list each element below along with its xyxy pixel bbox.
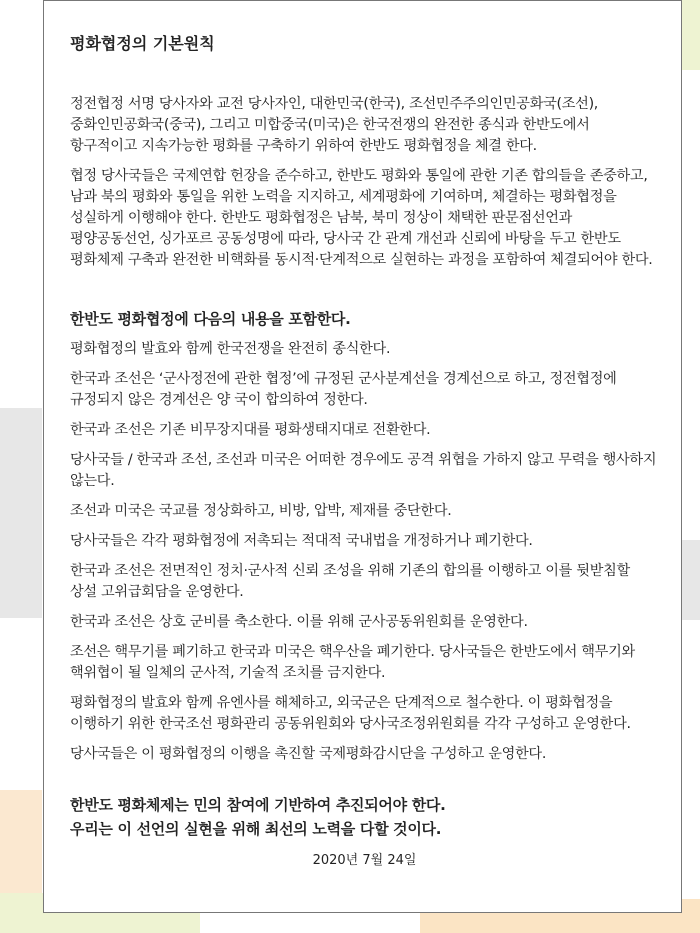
closing-line: 우리는 이 선언의 실현을 위해 최선의 노력을 다할 것이다. (70, 820, 442, 838)
clause-item: 조선과 미국은 국교를 정상화하고, 비방, 압박, 제재를 중단한다. (70, 503, 452, 519)
clause-item: 조선은 핵무기를 폐기하고 한국과 미국은 핵우산을 폐기한다. 당사국들은 한반도에서 핵무기와 핵위협이 될 일체의 군사적, 기술적 조치를 금지한다. (70, 644, 635, 681)
closing-line: 한반도 평화체제는 민의 참여에 기반하여 추진되어야 한다. (70, 796, 446, 814)
clause-item: 한국과 조선은 전면적인 정치·군사적 신뢰 조성을 위해 기존의 합의를 이행하고 이를 뒷받침할 상설 고위급회담을 운영한다. (70, 563, 630, 600)
clause-item: 한국과 조선은 ‘군사정전에 관한 협정’에 규정된 군사분계선을 경계선으로 하고, 정전협정에 규정되지 않은 경계선은 양 국이 합의하여 정한다. (70, 371, 617, 408)
closing-statements (70, 793, 659, 841)
document-date: 2020년 7월 24일 (312, 853, 417, 868)
preamble-paragraph-1: 정전협정 서명 당사자와 교전 당사자인, 대한민국(한국), 조선민주주의인민공화국(조선), 중화인민공화국(중국), 그리고 미합중국(미국)은 한국전쟁의 완전한 종식과 한반도에서 항구적이고 지속가능한 평화를 구축하기 위하여 한반도 평화협정을 체결 한다. (70, 96, 599, 154)
clause-item: 한국과 조선은 상호 군비를 축소한다. 이를 위해 군사공동위원회를 운영한다. (70, 614, 528, 630)
decorative-block (0, 408, 42, 618)
clause-item: 평화협정의 발효와 함께 한국전쟁을 완전히 종식한다. (70, 341, 391, 357)
section-heading: 한반도 평화협정에 다음의 내용을 포함한다. (70, 310, 351, 328)
clause-item: 당사국들은 이 평화협정의 이행을 촉진할 국제평화감시단을 구성하고 운영한다. (70, 746, 547, 762)
clause-item: 한국과 조선은 기존 비무장지대를 평화생태지대로 전환한다. (70, 422, 431, 438)
document-page (43, 0, 682, 913)
decorative-block (680, 540, 700, 620)
clause-item: 당사국들은 각각 평화협정에 저촉되는 적대적 국내법을 개정하거나 폐기한다. (70, 533, 533, 549)
clause-item: 평화협정의 발효와 함께 유엔사를 해체하고, 외국군은 단계적으로 철수한다. 이 평화협정을 이행하기 위한 한국조선 평화관리 공동위원회와 당사국조정위원회를 각각 구성하고 운영한다. (70, 695, 631, 732)
clause-item: 당사국들 / 한국과 조선, 조선과 미국은 어떠한 경우에도 공격 위협을 가하지 않고 무력을 행사하지 않는다. (70, 452, 657, 489)
preamble-paragraph-2: 협정 당사국들은 국제연합 헌장을 준수하고, 한반도 평화와 통일에 관한 기존 합의들을 존중하고, 남과 북의 평화와 통일을 위한 노력을 지지하고, 세계평화에 기여하며, 체결하는 평화협정을 성실하게 이행해야 한다. 한반도 평화협정은 남북, 북미 정상이 채택한 판문점선언과 평양공동선언, 싱가포르 공동성명에 따라, 당사국 간 관계 개선과 신뢰에 바탕을 두고 한반도 평화체제 구축과 완전한 비핵화를 동시적·단계적으로 실현하는 과정을 포함하여 체결되어야 한다. (70, 168, 653, 268)
document-title: 평화협정의 기본원칙 (70, 34, 215, 53)
clause-list (70, 339, 659, 765)
